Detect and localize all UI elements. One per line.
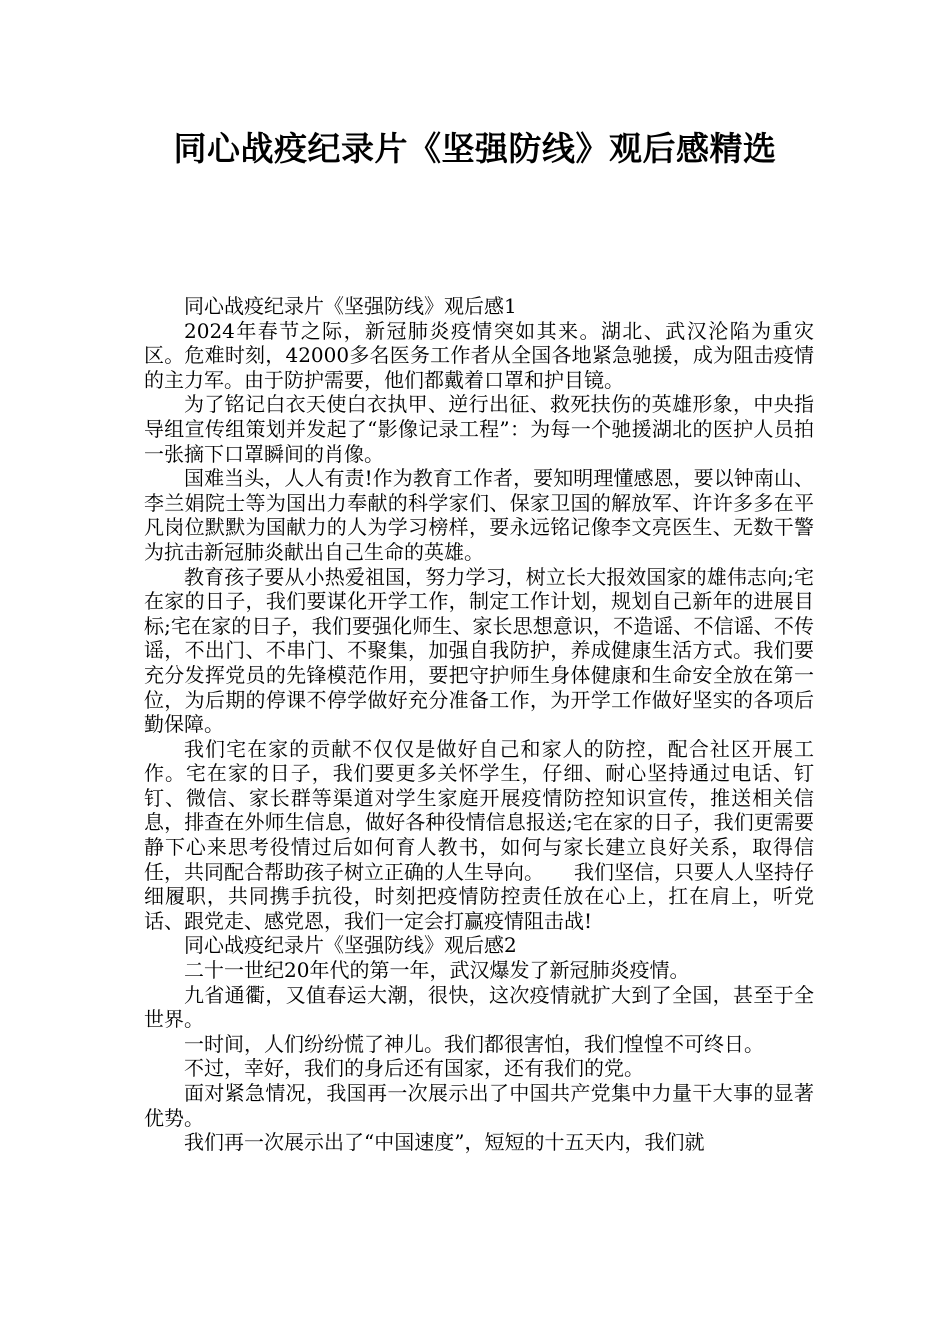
paragraph: 一时间，人们纷纷慌了神儿。我们都很害怕，我们惶惶不可终日。 (184, 1031, 764, 1056)
paragraph: 九省通衢，又值春运大潮，很快，这次疫情就扩大到了全国，甚至于全世界。 (144, 982, 814, 1032)
paragraph: 为了铭记白衣天使白衣执甲、逆行出征、救死扶伤的英雄形象，中央指导组宣传组策划并发起了“影像记录工程”：为每一个驰援湖北的医护人员拍一张摘下口罩瞬间的肖像。 (144, 392, 814, 466)
paragraph: 我们再一次展示出了“中国速度”，短短的十五天内，我们就 (184, 1130, 705, 1155)
paragraph: 教育孩子要从小热爱祖国，努力学习，树立长大报效国家的雄伟志向;宅在家的日子，我们要谋化开学工作，制定工作计划，规划自己新年的进展目标;宅在家的日子，我们要强化师生、家长思想意识，不造谣、不信谣、不传谣，不出门、不串门、不聚集，加强自我防护，养成健康生活方式。我们要充分发挥党员的先锋模范作用，要把守护师生身体健康和生命安全放在第一位，为后期的停课不停学做好充分准备工作，为开学工作做好坚实的各项后勤保障。 (144, 564, 814, 737)
paragraph: 不过，幸好，我们的身后还有国家，还有我们的党。 (184, 1056, 644, 1081)
paragraph: 我们宅在家的贡献不仅仅是做好自己和家人的防控，配合社区开展工作。宅在家的日子，我们要更多关怀学生，仔细、耐心坚持通过电话、钉钉、微信、家长群等渠道对学生家庭开展疫情防控知识宣传，推送相关信息，排查在外师生信息，做好各种役情信息报送;宅在家的日子，我们更需要静下心来思考役情过后如何育人教书，如何与家长建立良好关系，取得信任，共同配合帮助孩子树立正确的人生导向。 我们坚信，只要人人坚持仔细履职，共同携手抗役，时刻把疫情防控责任放在心上，扛在肩上，听党话、跟党走、感党恩，我们一定会打赢疫情阻击战! (144, 736, 814, 933)
document-title: 同心战疫纪录片《坚强防线》观后感精选 (173, 129, 777, 168)
paragraph: 国难当头，人人有责!作为教育工作者，要知明理懂感恩，要以钟南山、李兰娟院士等为国出力奉献的科学家们、保家卫国的解放军、许许多多在平凡岗位默默为国献力的人为学习榜样，要永远铭记像李文亮医生、无数干警为抗击新冠肺炎献出自己生命的英雄。 (144, 466, 814, 564)
paragraph: 面对紧急情况，我国再一次展示出了中国共产党集中力量干大事的显著优势。 (144, 1081, 814, 1130)
paragraph: 2024年春节之际，新冠肺炎疫情突如其来。湖北、武汉沦陷为重灾区。危难时刻，42000多名医务工作者从全国各地紧急驰援，成为阻击疫情的主力军。由于防护需要，他们都戴着口罩和护目镜。 (144, 318, 814, 392)
paragraph: 二十一世纪20年代的第一年，武汉爆发了新冠肺炎疫情。 (184, 958, 690, 983)
section-heading-1: 同心战疫纪录片《坚强防线》观后感1 (184, 294, 517, 318)
section-heading-2: 同心战疫纪录片《坚强防线》观后感2 (184, 933, 517, 958)
document-body (144, 294, 814, 1155)
